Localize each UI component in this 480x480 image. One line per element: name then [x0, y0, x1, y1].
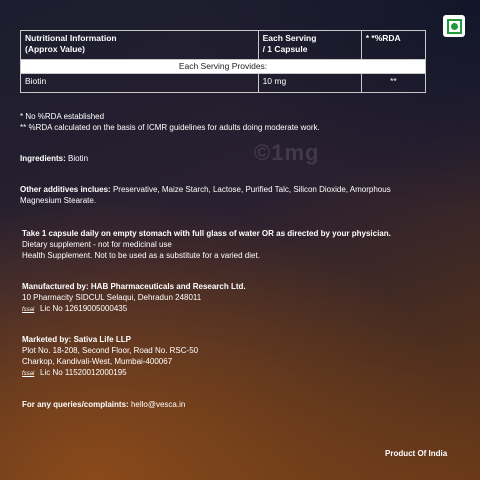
- marketer-label: Marketed by:: [22, 335, 72, 344]
- ingredients-value: Biotin: [68, 154, 89, 163]
- manufacturer-license-number: Lic No 12619005000435: [40, 304, 128, 313]
- header-rda: * *%RDA: [361, 31, 425, 60]
- marketer-license: [22, 367, 127, 380]
- marketer-address-1: Plot No. 18-208, Second Floor, Road No. RSC-50: [22, 346, 199, 355]
- veg-symbol-dot: [451, 23, 458, 30]
- header-nutritional-information: [21, 31, 259, 60]
- veg-symbol-icon: [443, 15, 465, 37]
- marketer-license-number: Lic No 11520012000195: [40, 368, 127, 377]
- nutrition-table-header: [21, 31, 426, 60]
- manufacturer-name: HAB Pharmaceuticals and Research Ltd.: [90, 282, 246, 291]
- header-nutritional-information-line2: (Approx Value): [25, 44, 85, 54]
- marketer-line: [22, 334, 131, 345]
- additives-line: [20, 184, 391, 195]
- header-each-serving-line2: / 1 Capsule: [262, 44, 308, 54]
- manufacturer-line: [22, 281, 246, 292]
- product-origin: Product Of India: [385, 449, 448, 458]
- queries-line: [22, 399, 185, 410]
- footnote-rda-icmr: ** %RDA calculated on the basis of ICMR guidelines for adults doing moderate work.: [20, 123, 320, 132]
- ingredients-line: [20, 153, 88, 164]
- nutrition-table: [20, 30, 426, 93]
- each-serving-provides-label: Each Serving Provides:: [21, 60, 426, 74]
- manufacturer-license: [22, 303, 127, 316]
- marketer-name: Sativa Life LLP: [73, 335, 131, 344]
- additives-value: Preservative, Maize Starch, Lactose, Purified Talc, Silicon Dioxide, Amorphous: [112, 185, 391, 194]
- directions-main: Take 1 capsule daily on empty stomach with full glass of water OR as directed by your physician.: [22, 229, 391, 238]
- each-serving-provides-row: [21, 60, 426, 74]
- directions-health: Health Supplement. Not to be used as a substitute for a varied diet.: [22, 251, 260, 260]
- watermark-logo: ©1mg: [254, 140, 320, 165]
- row-nutrient-amount: 10 mg: [258, 74, 361, 93]
- queries-email[interactable]: hello@vesca.in: [130, 400, 186, 409]
- manufacturer-label: Manufactured by:: [22, 282, 89, 291]
- ingredients-label: Ingredients:: [20, 154, 66, 163]
- header-each-serving-line1: Each Serving: [262, 33, 317, 43]
- footnote-no-rda: * No %RDA established: [20, 112, 105, 121]
- additives-label: Other additives inclues:: [20, 185, 111, 194]
- row-nutrient-name: Biotin: [21, 74, 259, 93]
- marketer-address-2: Charkop, Kandivali-West, Mumbai-400067: [22, 357, 173, 366]
- fssai-logo-icon: fssai: [22, 371, 35, 377]
- header-nutritional-information-line1: Nutritional Information: [25, 33, 117, 43]
- table-row: [21, 74, 426, 93]
- fssai-logo-icon: fssai: [22, 307, 35, 313]
- veg-symbol-square: [447, 19, 462, 34]
- header-each-serving: [258, 31, 361, 60]
- additives-line-2: Magnesium Stearate.: [20, 196, 97, 205]
- row-nutrient-rda: **: [361, 74, 425, 93]
- queries-label: For any queries/complaints:: [22, 400, 129, 409]
- manufacturer-address: 10 Pharmacity SIDCUL Selaqui, Dehradun 248011: [22, 293, 202, 302]
- directions-dietary: Dietary supplement - not for medicinal use: [22, 240, 172, 249]
